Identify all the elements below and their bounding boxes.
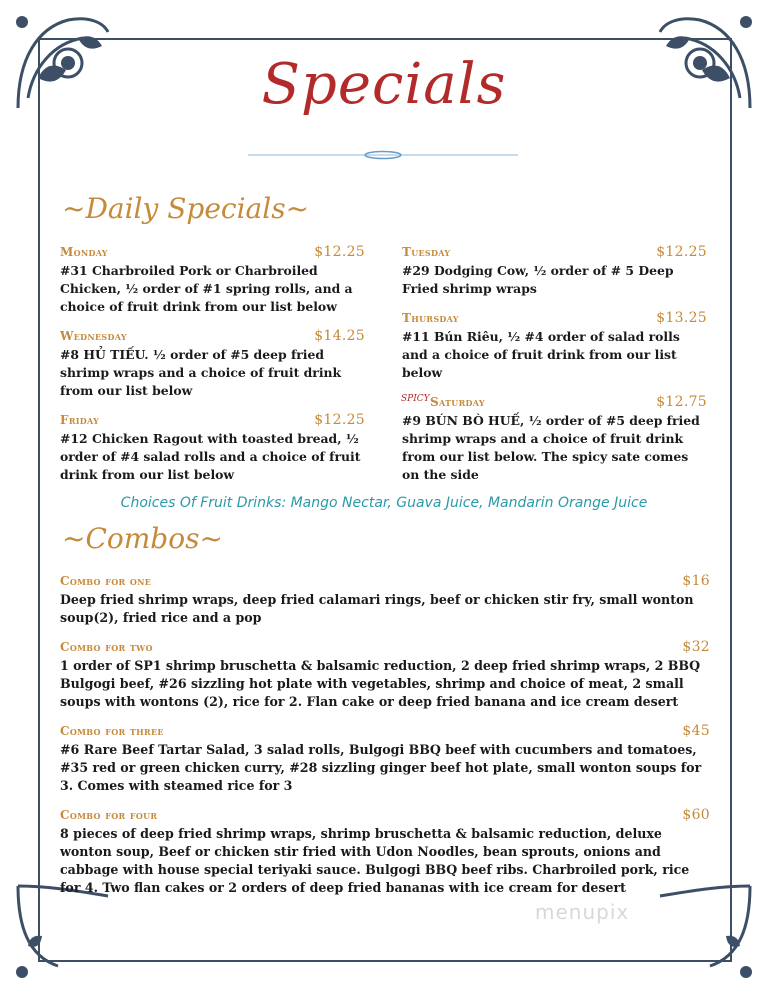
special-price: $12.25 [314,412,365,428]
combo-price: $32 [682,639,710,655]
special-monday [60,244,365,316]
fruit-drinks-line: Choices Of Fruit Drinks: Mango Nectar, Guava Juice, Mandarin Orange Juice [120,495,648,511]
combo-description: Deep fried shrimp wraps, deep fried calamari rings, beef or chicken stir fry, small wonton soup(2), fried rice and a pop [60,592,694,625]
special-price: $12.25 [656,244,707,260]
special-day: Thursday [402,311,459,325]
special-day: Friday [60,413,100,427]
special-description: #31 Charbroiled Pork or Charbroiled Chicken, ½ order of #1 spring rolls, and a choice of fruit drink from our list below [60,263,353,314]
special-day: Tuesday [402,245,451,259]
special-day: Monday [60,245,108,259]
combo-description: 8 pieces of deep fried shrimp wraps, shrimp bruschetta & balsamic reduction, deluxe wonton soup, Beef or chicken stir fried with Udon Noodles, bean sprouts, onions and cabbage with house special teriyaki sauce. Bulgogi BBQ beef ribs. Charbroiled pork, rice for 4. Two flan cakes or 2 orders of deep fried bananas with ice cream for desert [60,826,690,895]
special-description: #11 Bún Riêu, ½ #4 order of salad rolls and a choice of fruit drink from our list below [402,329,680,380]
combo-two [60,639,710,711]
daily-specials-heading: ~Daily Specials~ [62,192,310,225]
combo-name: Combo for four [60,808,158,822]
spicy-tag: SPICY [401,394,430,404]
title-divider [248,150,518,160]
special-day: Saturday [430,395,485,409]
special-tuesday [402,244,707,298]
special-description: #29 Dodging Cow, ½ order of # 5 Deep Fried shrimp wraps [402,263,674,296]
combo-name: Combo for three [60,724,164,738]
special-day: Wednesday [60,329,127,343]
special-price: $13.25 [656,310,707,326]
special-description: #8 HỦ TIẾU. ½ order of #5 deep fried shrimp wraps and a choice of fruit drink from our list below [60,347,342,398]
special-wednesday [60,328,365,400]
combo-price: $60 [682,807,710,823]
combo-name: Combo for two [60,640,153,654]
combo-one [60,573,710,627]
combo-three [60,723,710,795]
special-friday [60,412,365,484]
combo-four [60,807,710,897]
special-thursday [402,310,707,382]
special-price: $12.75 [656,394,707,410]
combo-description: 1 order of SP1 shrimp bruschetta & balsamic reduction, 2 deep fried shrimp wraps, 2 BBQ Bulgogi beef, #26 sizzling hot plate with vegetables, shrimp and choice of meat, 2 small soups with wontons (2), rice for 2. Flan cake or deep fried banana and ice cream desert [60,658,701,709]
special-saturday [402,394,707,484]
special-price: $12.25 [314,244,365,260]
page-title: Specials [261,52,507,117]
combo-price: $45 [682,723,710,739]
combo-description: #6 Rare Beef Tartar Salad, 3 salad rolls, Bulgogi BBQ beef with cucumbers and tomatoes, #35 red or green chicken curry, #28 sizzling ginger beef hot plate, small wonton soups for 3. Comes with steamed rice for 3 [60,742,702,793]
special-description: #12 Chicken Ragout with toasted bread, ½ order of #4 salad rolls and a choice of fruit drink from our list below [60,431,361,482]
combos-heading: ~Combos~ [62,522,223,555]
combo-price: $16 [682,573,710,589]
special-description: #9 BÚN BÒ HUẾ, ½ order of #5 deep fried shrimp wraps and a choice of fruit drink from our list below. The spicy sate comes on the side [402,413,700,482]
watermark: menupix [535,900,630,924]
special-price: $14.25 [314,328,365,344]
combo-name: Combo for one [60,574,152,588]
